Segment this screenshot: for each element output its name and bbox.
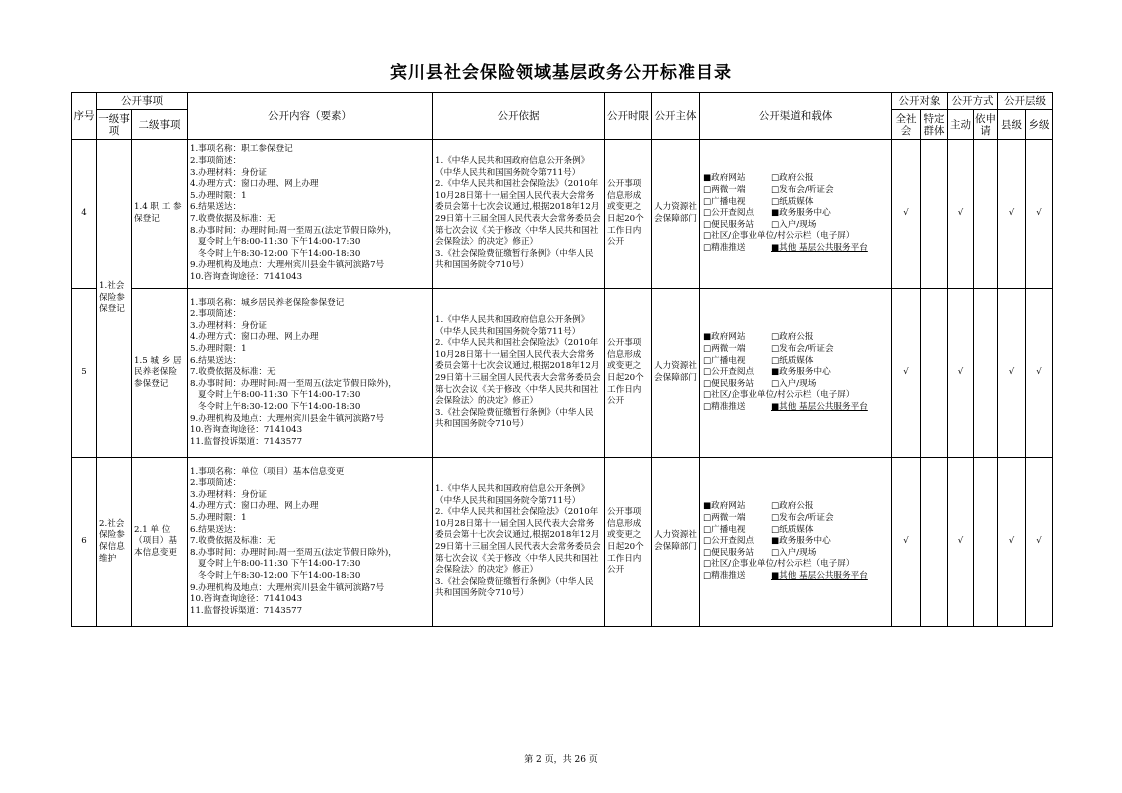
mark-town: √ — [1026, 140, 1053, 289]
table-row — [72, 289, 1053, 458]
row-subject: 人力资源社会保障部门 — [652, 289, 700, 458]
header-items: 公开事项 — [97, 93, 188, 110]
mark-apply — [974, 289, 998, 458]
row-level2: 1.5 城 乡 居民养老保险参保登记 — [132, 289, 188, 458]
mark-all: √ — [892, 140, 921, 289]
row-basis: 1.《中华人民共和国政府信息公开条例》（中华人民共和国国务院令第711号） 2.《中华人民共和国社会保险法》（2010年10月28日第十一届全国人民代表大会常务委员会第十七次会议通过,根据2018年12月29日第十三届全国人民代表大会常务委员会第七次会议《关于修改〈中华人民共和国社会保险法〉的决定》修正） 3.《社会保险费征缴暂行条例》（中华人民共和国国务院令710号） — [433, 458, 605, 627]
mark-county: √ — [998, 289, 1026, 458]
header-level2: 二级事项 — [132, 110, 188, 140]
page-title: 宾川县社会保险领域基层政务公开标准目录 — [390, 63, 732, 83]
header-target-specific: 特定群体 — [921, 110, 948, 140]
row-channels: ■政府网站 □政府公报 □两微一端 □发布会/听证会 □广播电视 □纸质媒体 □公开查阅点 ■政务服务中心 □便民服务站 □入户/现场 □社区/企事业单位/村公示栏（电子屏） □精准推送 ■其他 基层公共服务平台 — [700, 458, 892, 627]
row-level2: 1.4 职 工 参保登记 — [132, 140, 188, 289]
row-time: 公开事项信息形成或变更之日起20个工作日内公开 — [605, 289, 652, 458]
header-target: 公开对象 — [892, 93, 948, 110]
row-seq: 6 — [72, 458, 97, 627]
row-content: 1.事项名称：城乡居民养老保险参保登记 2.事项简述： 3.办理材料：身份证 4.办理方式：窗口办理、网上办理 5.办理时限：1 6.结果送达： 7.收费依据及标准：无 8.办事时间：办理时间:周一至周五(法定节假日除外)， 夏令时上午8:00-11:30 下午14:00-17:30 冬令时上午8:30-12:00 下午14:00-18:30 9.办理机构及地点：大理州宾川县金牛镇河滨路7号 10.咨询查询途径：7141043 11.监督投诉渠道：7143577 — [188, 289, 433, 458]
header-level1: 一级事项 — [97, 110, 132, 140]
header-channel: 公开渠道和载体 — [700, 93, 892, 140]
row-level1: 1.社会保险参保登记 — [97, 140, 132, 458]
row-channels: ■政府网站 □政府公报 □两微一端 □发布会/听证会 □广播电视 □纸质媒体 □公开查阅点 ■政务服务中心 □便民服务站 □入户/现场 □社区/企事业单位/村公示栏（电子屏） □精准推送 ■其他 基层公共服务平台 — [700, 289, 892, 458]
mark-apply — [974, 458, 998, 627]
row-subject: 人力资源社会保障部门 — [652, 140, 700, 289]
row-level1: 2.社会保险参保信息维护 — [97, 458, 132, 627]
catalog-table — [71, 92, 1053, 627]
mark-all: √ — [892, 458, 921, 627]
mark-specific — [921, 289, 948, 458]
header-seq: 序号 — [72, 93, 97, 140]
row-seq: 5 — [72, 289, 97, 458]
mark-county: √ — [998, 140, 1026, 289]
mark-active: √ — [948, 289, 974, 458]
mark-specific — [921, 140, 948, 289]
mark-active: √ — [948, 140, 974, 289]
row-time: 公开事项信息形成或变更之日起20个工作日内公开 — [605, 458, 652, 627]
mark-specific — [921, 458, 948, 627]
header-content: 公开内容（要素） — [188, 93, 433, 140]
header-subject: 公开主体 — [652, 93, 700, 140]
row-seq: 4 — [72, 140, 97, 289]
header-level: 公开层级 — [998, 93, 1053, 110]
row-content: 1.事项名称：单位（项目）基本信息变更 2.事项简述： 3.办理材料：身份证 4.办理方式：窗口办理、网上办理 5.办理时限：1 6.结果送达： 7.收费依据及标准：无 8.办事时间：办理时间:周一至周五(法定节假日除外)， 夏令时上午8:00-11:30 下午14:00-17:30 冬令时上午8:30-12:00 下午14:00-18:30 9.办理机构及地点：大理州宾川县金牛镇河滨路7号 10.咨询查询途径：7141043 11.监督投诉渠道：7143577 — [188, 458, 433, 627]
row-subject: 人力资源社会保障部门 — [652, 458, 700, 627]
header-method-active: 主动 — [948, 110, 974, 140]
mark-active: √ — [948, 458, 974, 627]
header-time: 公开时限 — [605, 93, 652, 140]
mark-apply — [974, 140, 998, 289]
row-level2: 2.1 单 位（项目）基本信息变更 — [132, 458, 188, 627]
header-target-all: 全社会 — [892, 110, 921, 140]
row-time: 公开事项信息形成或变更之日起20个工作日内公开 — [605, 140, 652, 289]
mark-town: √ — [1026, 458, 1053, 627]
mark-county: √ — [998, 458, 1026, 627]
header-basis: 公开依据 — [433, 93, 605, 140]
table-row — [72, 458, 1053, 627]
row-basis: 1.《中华人民共和国政府信息公开条例》（中华人民共和国国务院令第711号） 2.《中华人民共和国社会保险法》（2010年10月28日第十一届全国人民代表大会常务委员会第十七次会议通过,根据2018年12月29日第十三届全国人民代表大会常务委员会第七次会议《关于修改〈中华人民共和国社会保险法〉的决定》修正） 3.《社会保险费征缴暂行条例》（中华人民共和国国务院令710号） — [433, 140, 605, 289]
mark-all: √ — [892, 289, 921, 458]
header-level-town: 乡级 — [1026, 110, 1053, 140]
table-row — [72, 140, 1053, 289]
mark-town: √ — [1026, 289, 1053, 458]
row-basis: 1.《中华人民共和国政府信息公开条例》（中华人民共和国国务院令第711号） 2.《中华人民共和国社会保险法》（2010年10月28日第十一届全国人民代表大会常务委员会第十七次会议通过,根据2018年12月29日第十三届全国人民代表大会常务委员会第七次会议《关于修改〈中华人民共和国社会保险法〉的决定》修正） 3.《社会保险费征缴暂行条例》（中华人民共和国国务院令710号） — [433, 289, 605, 458]
row-channels: ■政府网站 □政府公报 □两微一端 □发布会/听证会 □广播电视 □纸质媒体 □公开查阅点 ■政务服务中心 □便民服务站 □入户/现场 □社区/企事业单位/村公示栏（电子屏） □精准推送 ■其他 基层公共服务平台 — [700, 140, 892, 289]
header-level-county: 县级 — [998, 110, 1026, 140]
row-content: 1.事项名称：职工参保登记 2.事项简述： 3.办理材料：身份证 4.办理方式：窗口办理、网上办理 5.办理时限：1 6.结果送达： 7.收费依据及标准：无 8.办事时间：办理时间:周一至周五(法定节假日除外)， 夏令时上午8:00-11:30 下午14:00-17:30 冬令时上午8:30-12:00 下午14:00-18:30 9.办理机构及地点：大理州宾川县金牛镇河滨路7号 10.咨询查询途径：7141043 — [188, 140, 433, 289]
page-footer: 第 2 页，共 26 页 — [524, 755, 598, 765]
header-method: 公开方式 — [948, 93, 998, 110]
header-method-apply: 依申请 — [974, 110, 998, 140]
